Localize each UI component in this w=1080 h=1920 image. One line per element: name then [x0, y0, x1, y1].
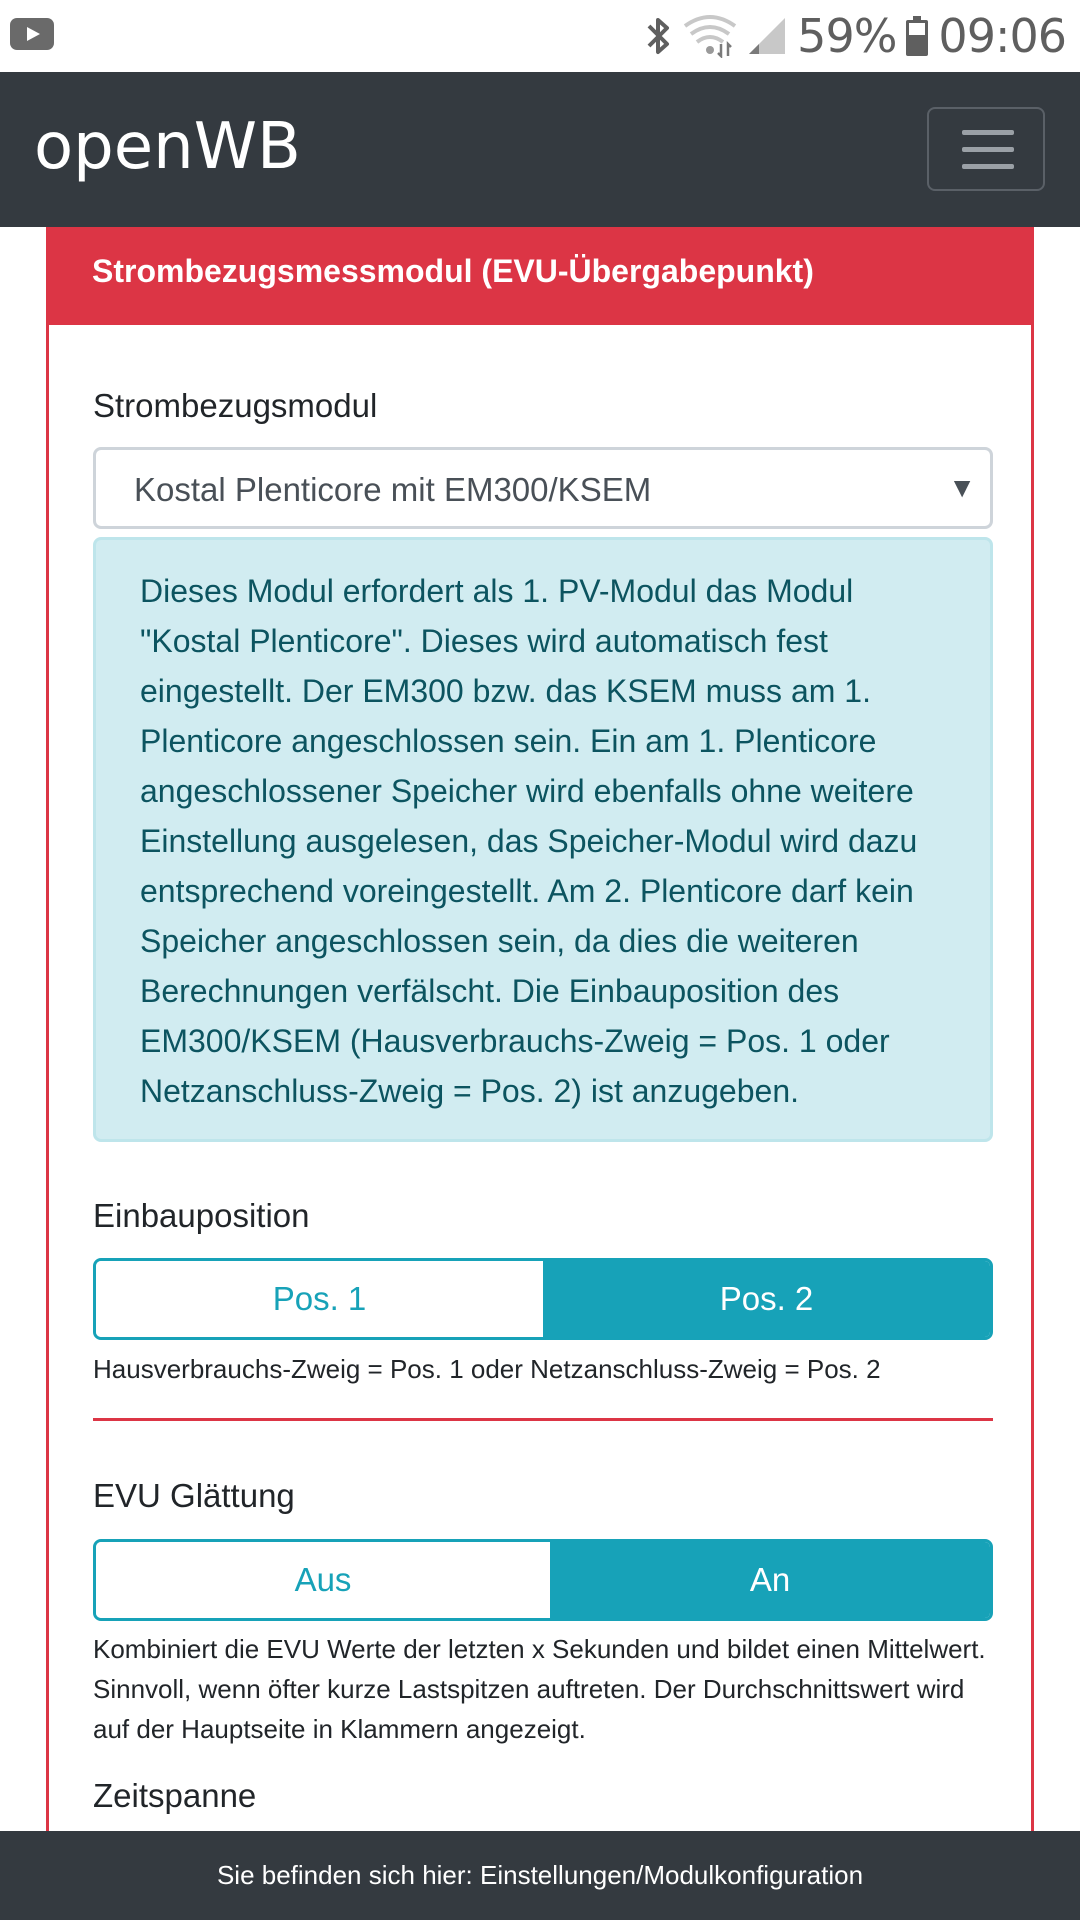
position-toggle: [93, 1258, 993, 1340]
bluetooth-icon: [643, 14, 673, 58]
battery-icon: [906, 16, 928, 56]
smoothing-toggle: [93, 1539, 993, 1621]
battery-percent: 59%: [797, 9, 897, 63]
meter-module-card: [46, 227, 1034, 1847]
module-label: Strombezugsmodul: [93, 387, 378, 424]
module-select[interactable]: [93, 447, 993, 529]
card-header: Strombezugsmessmodul (EVU-Übergabepunkt): [46, 227, 1034, 325]
position-help-text: Hausverbrauchs-Zweig = Pos. 1 oder Netzanschluss-Zweig = Pos. 2: [93, 1354, 881, 1384]
smoothing-label: EVU Glättung: [93, 1477, 295, 1514]
menu-toggle-button[interactable]: [927, 107, 1045, 191]
signal-icon: [747, 14, 787, 58]
clock: 09:06: [938, 9, 1066, 63]
smoothing-on-button[interactable]: An: [550, 1542, 990, 1618]
hamburger-icon-bar: [962, 147, 1014, 152]
youtube-icon: [10, 18, 54, 50]
smoothing-off-button[interactable]: Aus: [96, 1542, 550, 1618]
position-1-button[interactable]: Pos. 1: [96, 1261, 543, 1337]
smoothing-help-text: Kombiniert die EVU Werte der letzten x Sekunden und bildet einen Mittelwert. Sinnvoll, wenn öfter kurze Lastspitzen auftreten. Der Durchschnittswert wird auf der Hauptseite in Klammern angezeigt.: [93, 1634, 986, 1744]
hamburger-icon-bar: [962, 164, 1014, 169]
status-bar: [0, 0, 1080, 72]
module-select-value: Kostal Plenticore mit EM300/KSEM: [134, 471, 652, 508]
hamburger-icon: [962, 130, 1014, 135]
brand-logo[interactable]: openWB: [34, 110, 301, 184]
breadcrumb-footer: Sie befinden sich hier: Einstellungen/Modulkonfiguration: [0, 1831, 1080, 1920]
position-2-button[interactable]: Pos. 2: [543, 1261, 990, 1337]
section-divider: [93, 1418, 993, 1421]
wifi-icon: [683, 14, 737, 58]
info-alert: Dieses Modul erfordert als 1. PV-Modul das Modul "Kostal Plenticore". Dieses wird automatisch fest eingestellt. Der EM300 bzw. das KSEM muss am 1. Plenticore angeschlossen sein. Ein am 1. Plenticore angeschlossener Speicher wird ebenfalls ohne weitere Einstellung ausgelesen, das Speicher-Modul wird dazu entsprechend voreingestellt. Am 2. Plenticore darf kein Speicher angeschlossen sein, da dies die weiteren Berechnungen verfälscht. Die Einbauposition des EM300/KSEM (Hausverbrauchs-Zweig = Pos. 1 oder Netzanschluss-Zweig = Pos. 2) ist anzugeben.: [93, 537, 993, 1142]
position-label: Einbauposition: [93, 1197, 310, 1234]
navbar: [0, 72, 1080, 227]
timespan-label: Zeitspanne: [93, 1777, 257, 1814]
caret-down-icon: ▼: [948, 472, 976, 503]
